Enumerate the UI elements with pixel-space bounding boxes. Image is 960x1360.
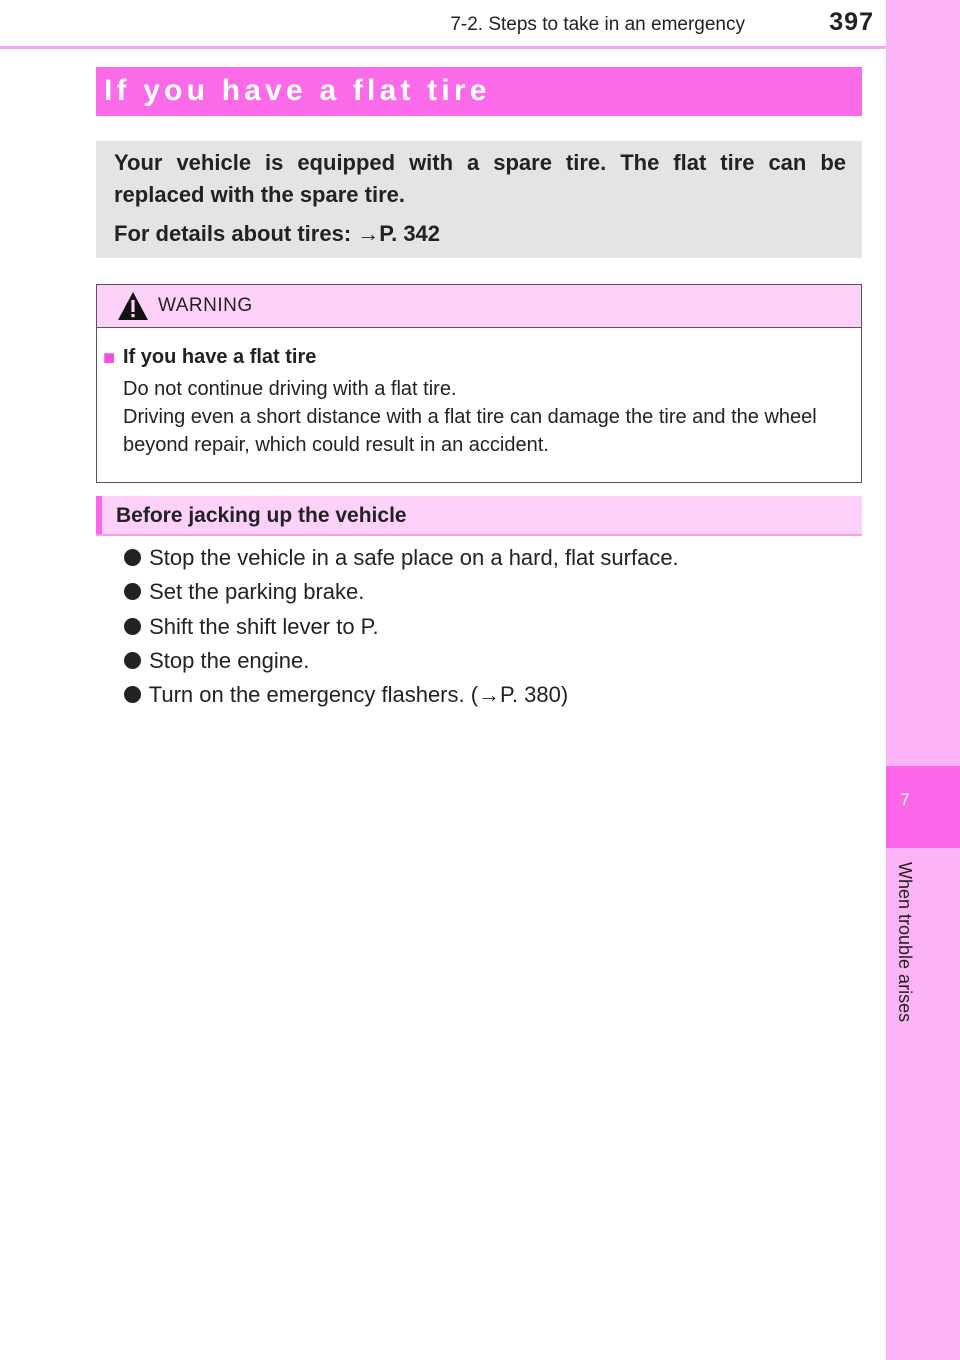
- warning-subheading: If you have a flat tire: [123, 346, 317, 368]
- chapter-number: 7: [900, 790, 910, 809]
- bullet-dot-icon: [124, 686, 141, 703]
- warning-header: [97, 285, 861, 328]
- bullet-dot-icon: [124, 583, 141, 600]
- header-rule: [0, 46, 886, 49]
- list-item: Stop the vehicle in a safe place on a hard, flat surface.: [124, 541, 679, 575]
- page-number: 397: [829, 8, 874, 36]
- bullet-dot-icon: [124, 549, 141, 566]
- section-title: If you have a flat tire: [104, 74, 491, 107]
- warning-triangle-icon: [117, 291, 149, 321]
- intro-text: Your vehicle is equipped with a spare tire. The flat tire can be replaced with the spare tire.: [114, 150, 846, 207]
- heading-accent: [96, 496, 102, 534]
- intro-page-reference[interactable]: For details about tires: →P. 342: [114, 221, 441, 246]
- section-title-bar: [96, 67, 862, 116]
- bullet-dot-icon: [124, 618, 141, 635]
- warning-body-line: Do not continue driving with a flat tire.: [123, 378, 457, 400]
- warning-body: [123, 375, 853, 459]
- list-item: Stop the engine.: [124, 644, 679, 678]
- list-item: Shift the shift lever to P.: [124, 610, 679, 644]
- bullet-dot-icon: [124, 652, 141, 669]
- square-bullet-icon: ■: [103, 347, 116, 369]
- jacking-steps-list: [124, 541, 679, 712]
- jacking-heading-bar: [96, 496, 862, 536]
- warning-label: WARNING: [158, 295, 253, 316]
- warning-box: [96, 284, 862, 483]
- chapter-title: When trouble arises: [895, 862, 915, 1023]
- warning-body-line: Driving even a short distance with a flat tire can damage the tire and the wheel beyond repair, which could result in an accident.: [123, 406, 817, 456]
- intro-box: [96, 141, 862, 258]
- list-item: Set the parking brake.: [124, 575, 679, 609]
- list-item: Turn on the emergency flashers. (→P. 380): [124, 678, 679, 712]
- section-reference: 7-2. Steps to take in an emergency: [450, 14, 745, 35]
- chapter-side-tab: [886, 0, 960, 1360]
- jacking-heading: Before jacking up the vehicle: [116, 504, 407, 527]
